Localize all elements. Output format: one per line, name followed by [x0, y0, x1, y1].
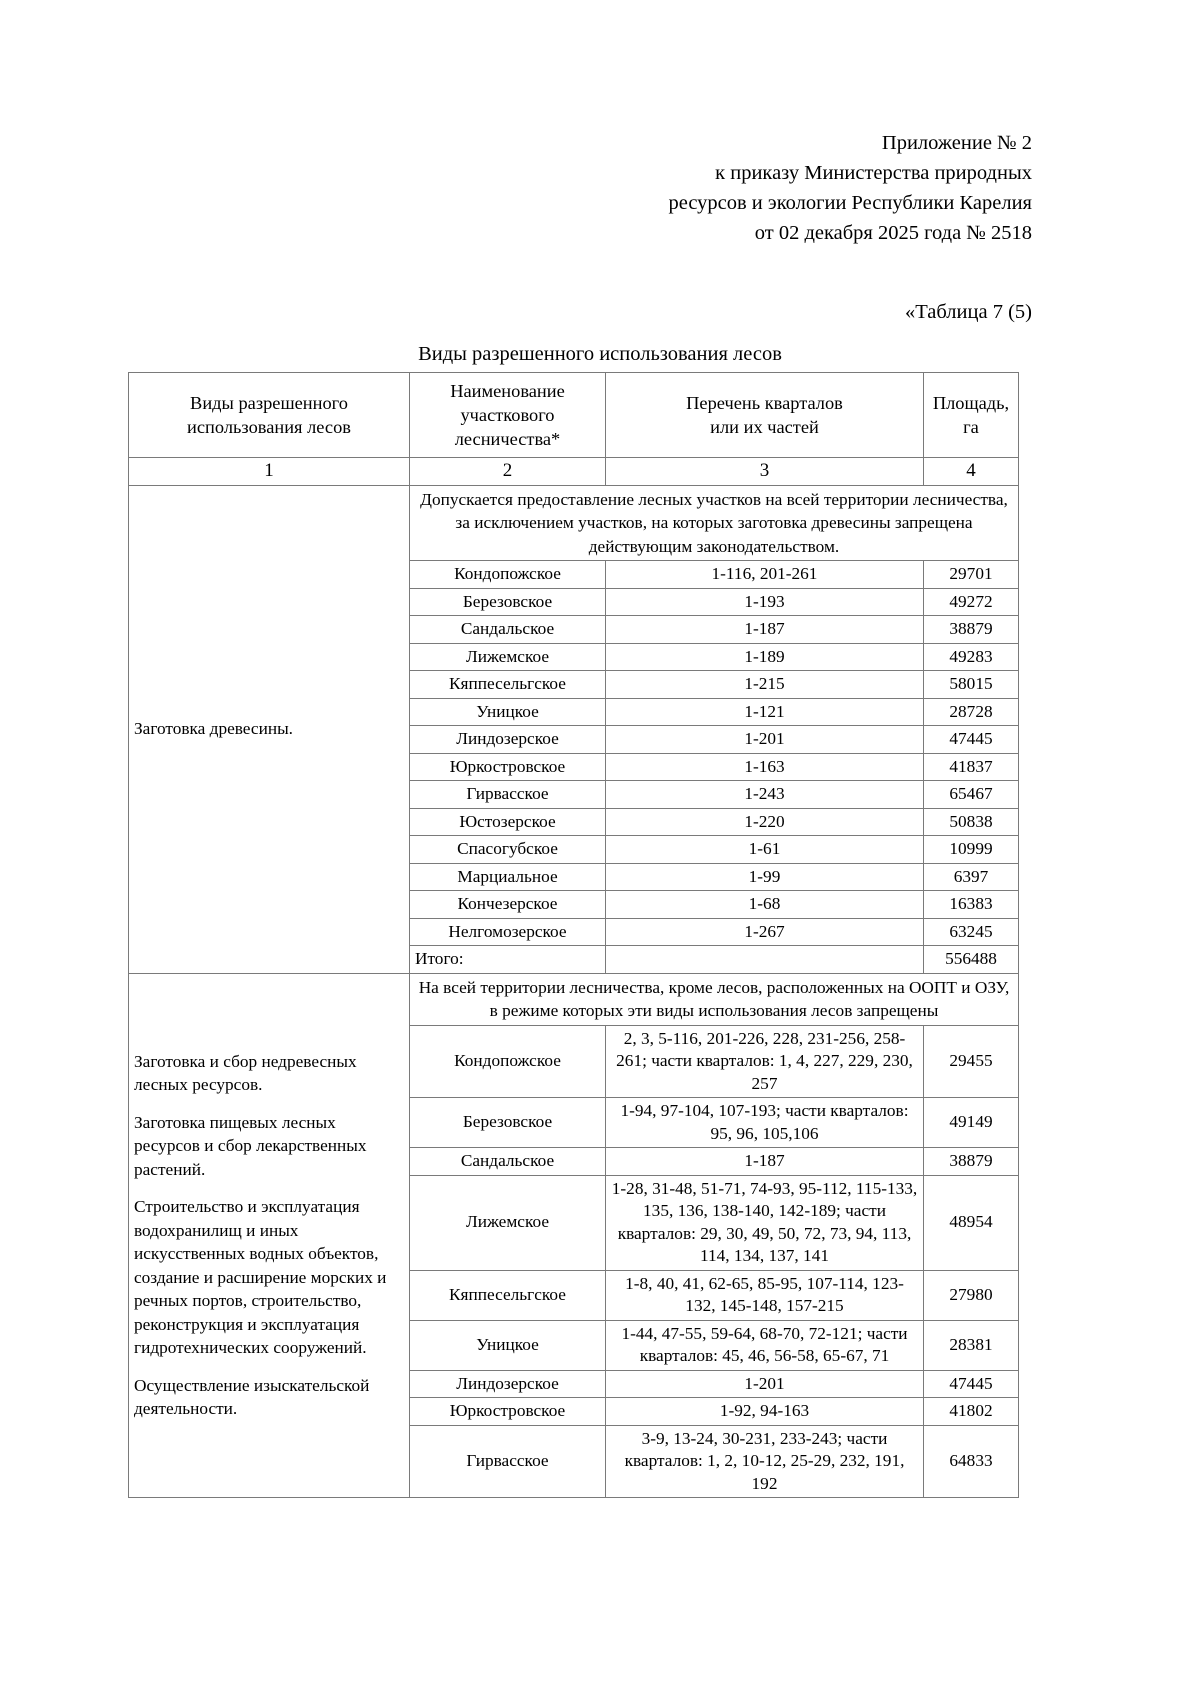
- area-cell: 38879: [924, 1148, 1019, 1176]
- area-cell: 48954: [924, 1175, 1019, 1270]
- column-number-3: 3: [606, 458, 924, 486]
- table-title: Виды разрешенного использования лесов: [418, 343, 782, 365]
- column-number-4: 4: [924, 458, 1019, 486]
- use-type-paragraph: Заготовка и сбор недревесных лесных ресурсов.: [134, 1051, 357, 1095]
- district-header-line-3: лесничества*: [454, 429, 561, 449]
- district-name-cell: Лижемское: [410, 1175, 606, 1270]
- district-name-cell: Кяппесельгское: [410, 671, 606, 699]
- quarters-cell: 1-201: [606, 726, 924, 754]
- area-cell: 64833: [924, 1425, 1019, 1498]
- district-name-cell: Юстозерское: [410, 808, 606, 836]
- section-note-row: [129, 485, 1019, 561]
- district-name-cell: Юркостровское: [410, 1398, 606, 1426]
- quarters-cell: 1-116, 201-261: [606, 561, 924, 589]
- quarters-cell: 1-99: [606, 863, 924, 891]
- quarters-cell: 1-92, 94-163: [606, 1398, 924, 1426]
- quarters-cell: 1-44, 47-55, 59-64, 68-70, 72-121; части кварталов: 45, 46, 56-58, 65-67, 71: [606, 1320, 924, 1370]
- quarters-cell: 1-121: [606, 698, 924, 726]
- quarters-cell: 1-61: [606, 836, 924, 864]
- area-cell: 63245: [924, 918, 1019, 946]
- district-name-cell: Линдозерское: [410, 1370, 606, 1398]
- area-cell: 49272: [924, 588, 1019, 616]
- district-name-cell: Юркостровское: [410, 753, 606, 781]
- area-cell: 58015: [924, 671, 1019, 699]
- district-header-line-1: Наименование: [450, 381, 565, 401]
- use-type-paragraph: Заготовка древесины.: [134, 719, 294, 739]
- table-body: [129, 485, 1019, 1498]
- area-cell: 29455: [924, 1025, 1019, 1098]
- quarters-cell: 1-187: [606, 1148, 924, 1176]
- header-line-2: к приказу Министерства природных: [715, 162, 1032, 184]
- header-line-1: Приложение № 2: [881, 132, 1032, 154]
- area-cell: 47445: [924, 726, 1019, 754]
- use-type-paragraph: Заготовка пищевых лесных ресурсов и сбор лекарственных растений.: [134, 1112, 367, 1179]
- quarters-cell: 1-193: [606, 588, 924, 616]
- column-number-1: 1: [129, 458, 410, 486]
- district-name-cell: Кондопожское: [410, 1025, 606, 1098]
- document-header-block: [512, 128, 1032, 248]
- quarters-cell: 1-201: [606, 1370, 924, 1398]
- quarters-cell: 1-243: [606, 781, 924, 809]
- area-cell: 41837: [924, 753, 1019, 781]
- district-name-cell: Березовское: [410, 1098, 606, 1148]
- quarters-cell: 3-9, 13-24, 30-231, 233-243; части кварталов: 1, 2, 10-12, 25-29, 232, 191, 192: [606, 1425, 924, 1498]
- district-name-cell: Линдозерское: [410, 726, 606, 754]
- district-name-cell: Сандальское: [410, 616, 606, 644]
- quarters-cell: 1-28, 31-48, 51-71, 74-93, 95-112, 115-133, 135, 136, 138-140, 142-189; части кварталов: 29, 30, 49, 50, 72, 73, 94, 113, 114, 134, 137, 141: [606, 1175, 924, 1270]
- area-cell: 6397: [924, 863, 1019, 891]
- quarters-cell: 1-215: [606, 671, 924, 699]
- table-reference: «Таблица 7 (5): [905, 301, 1032, 323]
- use-type-cell: [129, 485, 410, 973]
- district-name-cell: Гирвасское: [410, 781, 606, 809]
- section-note: На всей территории лесничества, кроме лесов, расположенных на ООПТ и ОЗУ, в режиме которых эти виды использования лесов запрещены: [410, 973, 1019, 1025]
- area-cell: 49149: [924, 1098, 1019, 1148]
- use-type-cell: [129, 973, 410, 1498]
- district-name-cell: Уницкое: [410, 1320, 606, 1370]
- district-header-line-2: участкового: [460, 405, 555, 425]
- area-cell: 50838: [924, 808, 1019, 836]
- district-name-cell: Кончезерское: [410, 891, 606, 919]
- total-area: 556488: [924, 946, 1019, 974]
- area-cell: 29701: [924, 561, 1019, 589]
- quarters-cell: 1-189: [606, 643, 924, 671]
- area-header-line-1: Площадь,: [932, 393, 1010, 413]
- quarters-cell: 1-68: [606, 891, 924, 919]
- area-cell: 27980: [924, 1270, 1019, 1320]
- column-number-2: 2: [410, 458, 606, 486]
- column-header-quarters: [606, 373, 924, 458]
- quarters-cell: 1-220: [606, 808, 924, 836]
- total-label: Итого:: [410, 946, 606, 974]
- use-type-paragraph: Осуществление изыскательской деятельности.: [134, 1375, 370, 1419]
- district-name-cell: Марциальное: [410, 863, 606, 891]
- area-header-line-2: га: [963, 417, 979, 437]
- area-cell: 38879: [924, 616, 1019, 644]
- total-quarters-blank: [606, 946, 924, 974]
- quarters-cell: 1-267: [606, 918, 924, 946]
- area-cell: 28381: [924, 1320, 1019, 1370]
- header-line-3: ресурсов и экологии Республики Карелия: [668, 192, 1032, 214]
- quarters-header-line-1: Перечень кварталов: [686, 393, 843, 413]
- permitted-forest-use-table: [128, 372, 1019, 1498]
- column-header-area: [924, 373, 1019, 458]
- use-type-paragraph: Строительство и эксплуатация водохранилищ и иных искусственных водных объектов, создание и расширение морских и речных портов, строительство, реконструкция и эксплуатация гидротехнических сооружений.: [134, 1197, 387, 1358]
- column-header-district-name: [410, 373, 606, 458]
- district-name-cell: Уницкое: [410, 698, 606, 726]
- district-name-cell: Спасогубское: [410, 836, 606, 864]
- column-header-use-types: Виды разрешенного использования лесов: [129, 373, 410, 458]
- district-name-cell: Гирвасское: [410, 1425, 606, 1498]
- district-name-cell: Кяппесельгское: [410, 1270, 606, 1320]
- quarters-cell: 1-94, 97-104, 107-193; части кварталов: 95, 96, 105,106: [606, 1098, 924, 1148]
- quarters-header-line-2: или их частей: [710, 417, 819, 437]
- column-number-row: [129, 458, 1019, 486]
- table-header-row: [129, 373, 1019, 458]
- district-name-cell: Лижемское: [410, 643, 606, 671]
- district-name-cell: Нелгомозерское: [410, 918, 606, 946]
- header-line-4: от 02 декабря 2025 года № 2518: [754, 222, 1032, 244]
- quarters-cell: 1-163: [606, 753, 924, 781]
- area-cell: 28728: [924, 698, 1019, 726]
- district-name-cell: Кондопожское: [410, 561, 606, 589]
- quarters-cell: 1-8, 40, 41, 62-65, 85-95, 107-114, 123-132, 145-148, 157-215: [606, 1270, 924, 1320]
- table-head: [129, 373, 1019, 486]
- district-name-cell: Березовское: [410, 588, 606, 616]
- section-note-row: [129, 973, 1019, 1025]
- quarters-cell: 2, 3, 5-116, 201-226, 228, 231-256, 258-261; части кварталов: 1, 4, 227, 229, 230, 257: [606, 1025, 924, 1098]
- quarters-cell: 1-187: [606, 616, 924, 644]
- area-cell: 49283: [924, 643, 1019, 671]
- area-cell: 65467: [924, 781, 1019, 809]
- area-cell: 47445: [924, 1370, 1019, 1398]
- section-note: Допускается предоставление лесных участков на всей территории лесничества, за исключением участков, на которых заготовка древесины запрещена действующим законодательством.: [410, 485, 1019, 561]
- district-name-cell: Сандальское: [410, 1148, 606, 1176]
- area-cell: 41802: [924, 1398, 1019, 1426]
- area-cell: 16383: [924, 891, 1019, 919]
- area-cell: 10999: [924, 836, 1019, 864]
- table-container: [128, 372, 1018, 1498]
